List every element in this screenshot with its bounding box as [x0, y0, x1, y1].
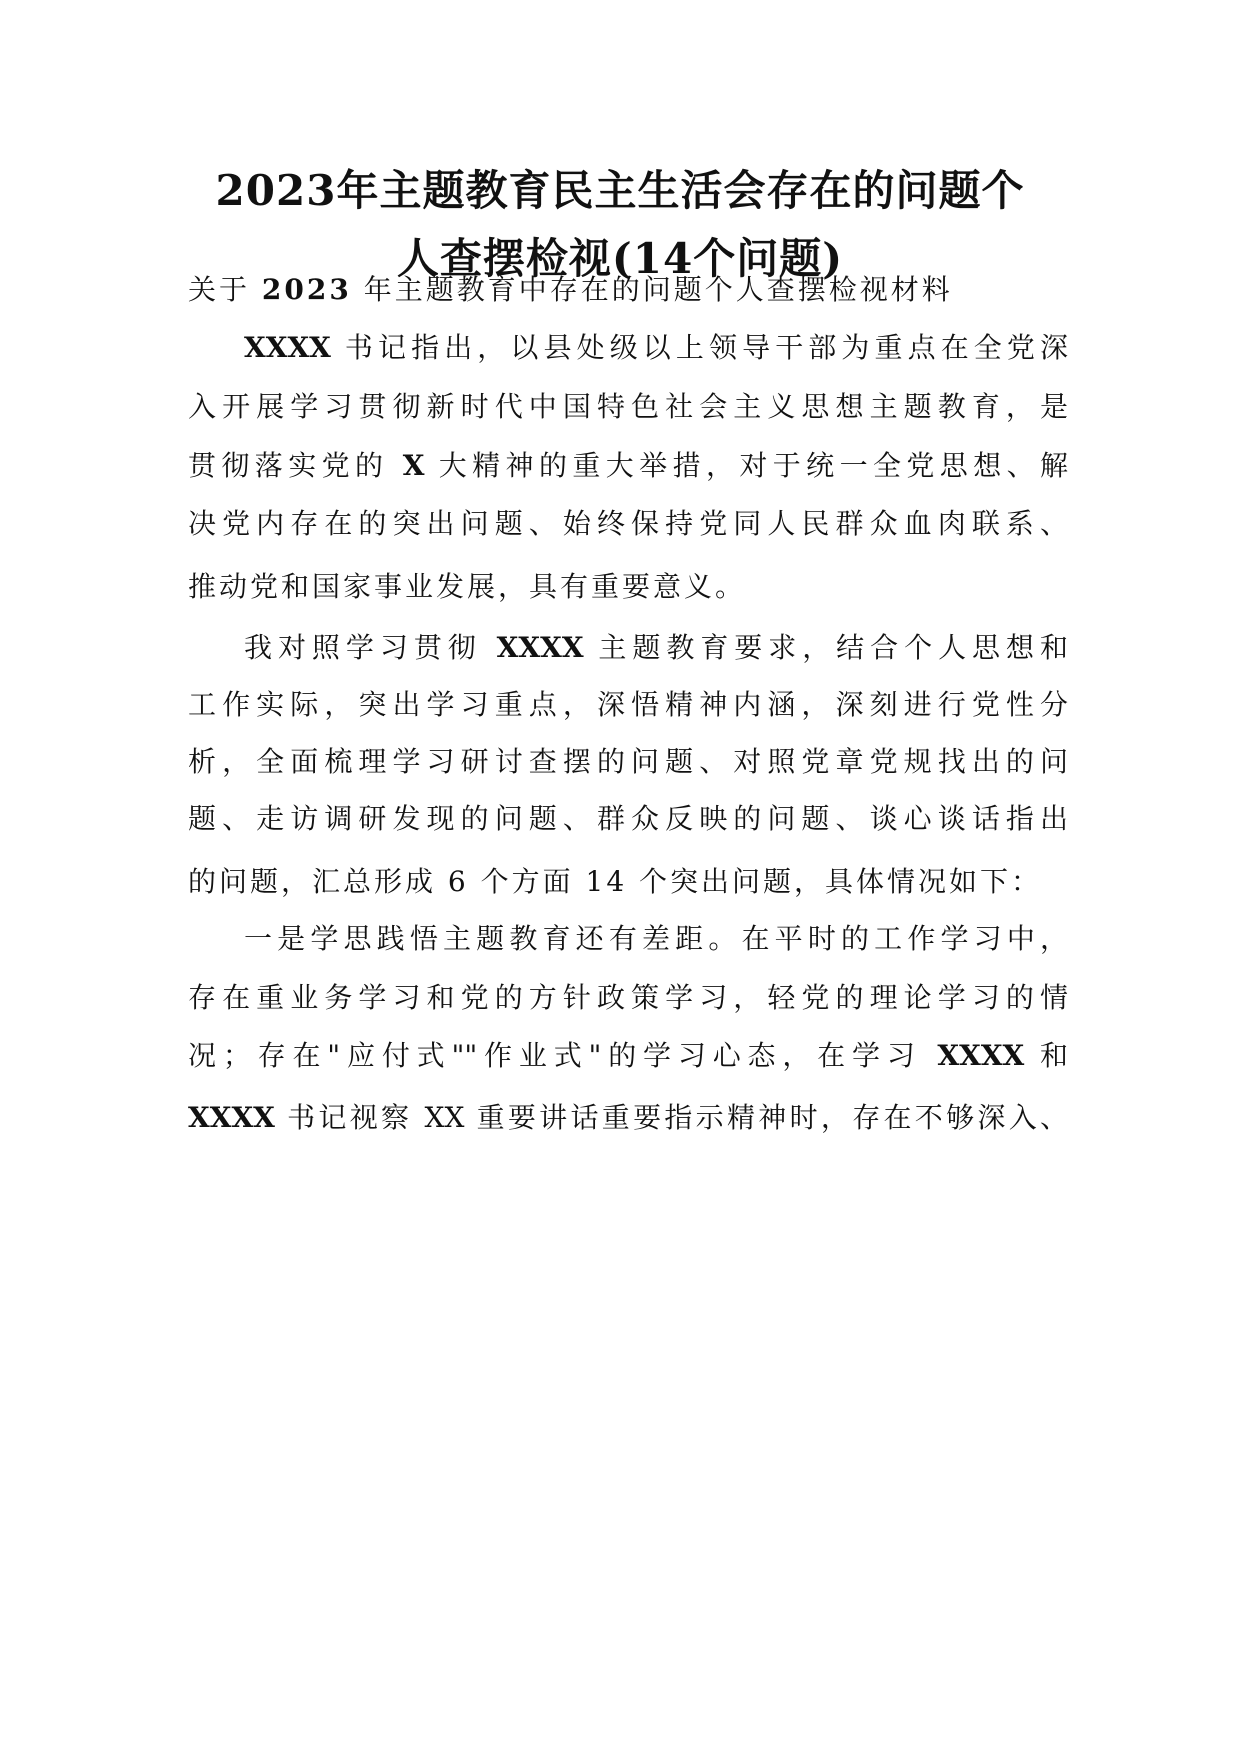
para2-line3: 析，全面梳理学习研讨查摆的问题、对照党章党规找出的问 [188, 745, 1068, 778]
para3-line3-text-b: 和 [1024, 1039, 1069, 1072]
subtitle [188, 268, 1068, 308]
para3-line3 [188, 1034, 1068, 1074]
para3-line4 [188, 1096, 1068, 1136]
document-title-line-1: 2023年主题教育民主生活会存在的问题个 [215, 166, 1025, 215]
subtitle-text-a: 关于 [188, 273, 262, 306]
subtitle-text-b: 年主题教育中存在的问题个人查摆检视材料 [351, 273, 953, 306]
para2-line5: 的问题，汇总形成 6 个方面 14 个突出问题，具体情况如下： [188, 865, 1043, 898]
para3-line2: 存在重业务学习和党的方针政策学习，轻党的理论学习的情 [188, 981, 1068, 1014]
para1-line5: 推动党和国家事业发展，具有重要意义。 [188, 570, 747, 603]
para2-line2: 工作实际，突出学习重点，深悟精神内涵，深刻进行党性分 [188, 688, 1068, 721]
para3-line4-bold: XXXX [188, 1101, 275, 1134]
para1-line1-bold: XXXX [244, 331, 331, 364]
para2-line1-text-a: 我对照学习贯彻 [244, 631, 497, 664]
para1-line4: 决党内存在的突出问题、始终保持党同人民群众血肉联系、 [188, 507, 1068, 540]
para1-line2: 入开展学习贯彻新时代中国特色社会主义思想主题教育，是 [188, 390, 1068, 423]
para2-line1 [244, 626, 1068, 666]
para2-line4: 题、走访调研发现的问题、群众反映的问题、谈心谈话指出 [188, 802, 1068, 835]
para2-line1-bold: XXXX [496, 631, 584, 664]
para1-line1-text: 书记指出，以县处级以上领导干部为重点在全党深 [330, 331, 1068, 364]
para1-line3-text-b: 大精神的重大举措，对于统一全党思想、解 [424, 449, 1068, 482]
document-title-line-2: 人查摆检视(14个问题) [396, 234, 844, 283]
para1-line3 [188, 444, 1068, 484]
subtitle-year: 2023 [261, 273, 352, 306]
para1-line1 [244, 326, 1068, 366]
para3-line3-text-a: 况；存在"应付式""作业式"的学习心态，在学习 [188, 1039, 938, 1072]
para2-line1-text-b: 主题教育要求，结合个人思想和 [583, 631, 1068, 664]
para3-line3-bold: XXXX [937, 1039, 1025, 1072]
para3-line1: 一是学思践悟主题教育还有差距。在平时的工作学习中， [244, 922, 1068, 955]
para1-line3-bold: X [402, 449, 425, 482]
para3-line4-text: 书记视察 XX 重要讲话重要指示精神时，存在不够深入、 [274, 1101, 1068, 1134]
para1-line3-text-a: 贯彻落实党的 [188, 449, 403, 482]
